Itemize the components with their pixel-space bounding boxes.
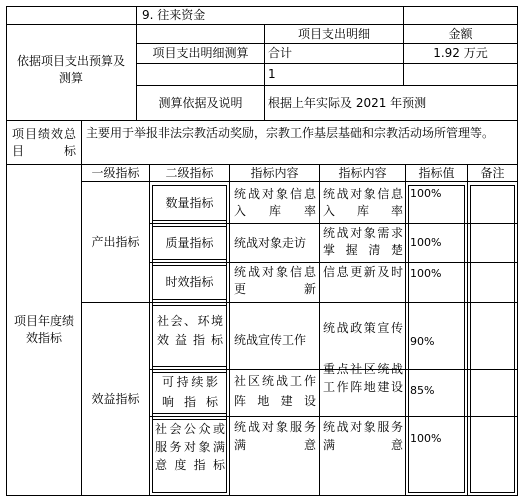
header-value: 指标值 <box>418 165 455 180</box>
table-row-content2: 重点社区统战工作阵地建设 <box>323 362 403 394</box>
output-indicator-label: 产出指标 <box>91 234 140 249</box>
header-content-1: 指标内容 <box>250 165 299 180</box>
table-row-value: 85% <box>410 383 435 397</box>
row1-index: 1 <box>268 67 276 81</box>
total-label: 合计 <box>268 46 293 60</box>
table-row-content1: 统战对象服务满意 <box>234 420 316 452</box>
table-row-content1: 统战对象信息更新 <box>234 265 316 296</box>
table-row-content1: 统战宣传工作 <box>234 332 307 347</box>
detail-header: 项目支出明细 <box>297 26 370 41</box>
table-row-second: 数量指标 <box>165 195 214 210</box>
table-row-second: 社会公众或服务对象满意度指标 <box>155 422 225 472</box>
calc-basis-value: 根据上年实际及 2021 年预测 <box>268 95 427 110</box>
table-row-value: 100% <box>410 186 442 200</box>
amount-header: 金额 <box>448 26 473 41</box>
table-row-content2: 信息更新及时 <box>323 265 403 279</box>
table-row-value: 100% <box>410 431 442 445</box>
table-row-second: 质量指标 <box>165 235 214 250</box>
overall-goal-text: 主要用于举报非法宗教活动奖励，宗教工作基层基础和宗教活动场所管理等。 <box>86 125 495 140</box>
basis-label: 依据项目支出预算及测算 <box>16 54 125 85</box>
table-row-content1: 社区统战工作阵地建设 <box>234 374 316 408</box>
table-row-second: 社会、环境效益指标 <box>157 314 223 347</box>
header-first-level: 一级指标 <box>91 165 140 180</box>
table-row-value: 90% <box>410 334 435 348</box>
table-row-content1: 统战对象信息入库率 <box>234 187 316 218</box>
total-amount: 1.92 万元 <box>433 46 488 60</box>
table-row-content2: 统战对象需求掌握清楚 <box>323 226 403 257</box>
header-second-level: 二级指标 <box>165 165 214 180</box>
header-content-2: 指标内容 <box>338 165 387 180</box>
table-row-content2: 统战政策宣传 <box>323 321 403 335</box>
calc-basis-label: 测算依据及说明 <box>158 95 243 110</box>
overall-goal-label: 项目绩效总目标 <box>12 127 76 158</box>
table-row-value: 100% <box>410 266 442 280</box>
benefit-indicator-label: 效益指标 <box>91 391 140 406</box>
detail-measure-label: 项目支出明细测算 <box>152 46 249 60</box>
table-row-content1: 统战对象走访 <box>234 235 307 250</box>
table-row-value: 100% <box>410 235 442 249</box>
table-row-second: 可持续影响指标 <box>162 375 218 409</box>
table-row-content2: 统战对象服务满意 <box>323 420 403 452</box>
header-note: 备注 <box>480 165 505 180</box>
table-row-second: 时效指标 <box>165 275 214 289</box>
item9-label: 9. 往来资金 <box>142 8 206 22</box>
annual-label: 项目年度绩效指标 <box>13 314 74 345</box>
table-row-content2: 统战对象信息入库率 <box>323 187 403 218</box>
